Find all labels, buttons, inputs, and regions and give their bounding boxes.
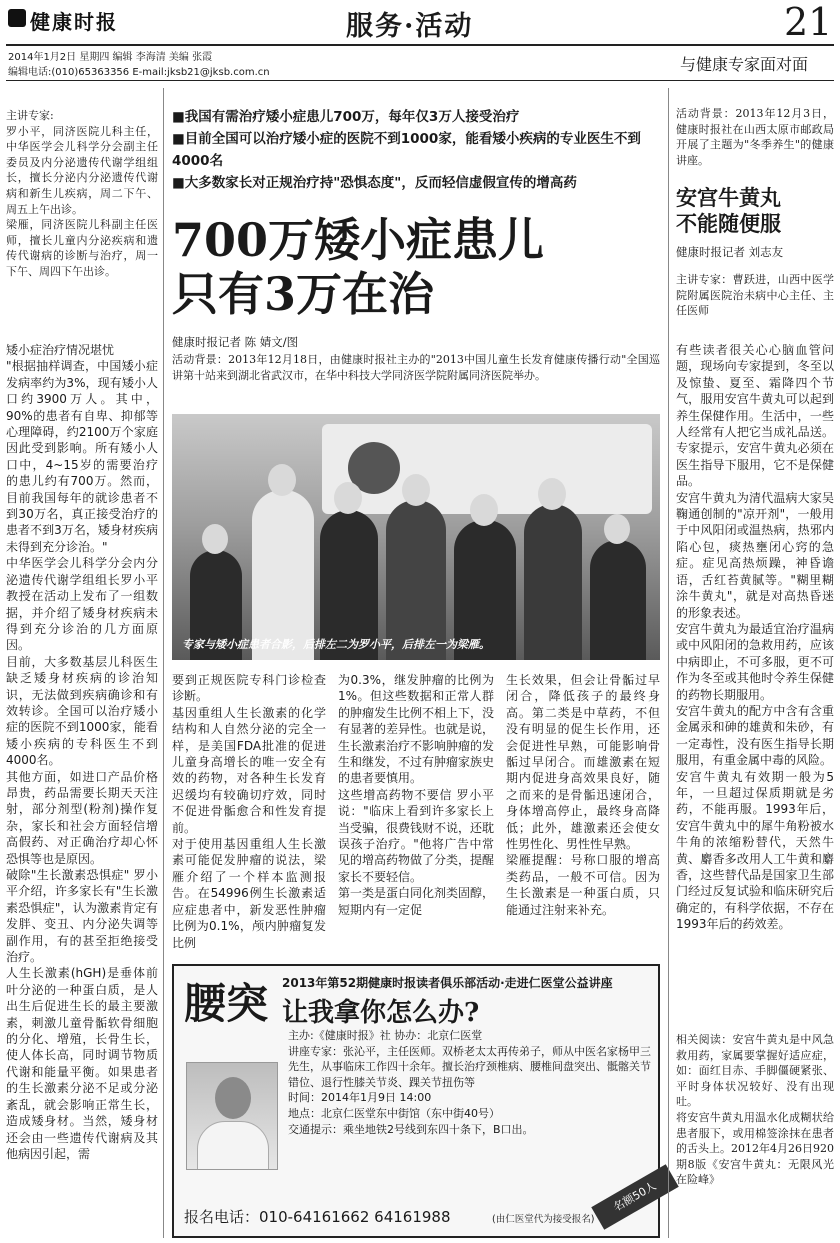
right-headline-line2: 不能随便服 xyxy=(676,211,781,236)
key-points: ■我国有需治疗矮小症患儿700万，每年仅3万人接受治疗 ■目前全国可以治疗矮小症的医院不到1000家，能看矮小疾病的专业医生不到4000名 ■大多数家长对正规治疗持"恐惧态度"，反而轻信虚假宣传的增高药 xyxy=(172,109,641,191)
quota-text: 名额50人 xyxy=(611,1179,659,1214)
person-head xyxy=(402,474,430,506)
expert-intro: 主讲专家: 罗小平，同济医院儿科主任，中华医学会儿科学分会副主任委员及内分泌遗传代谢学组组长，擅长分泌内分泌遗传代谢病和新生儿疾病，周二下午、周五上午出诊。 梁雁，同济医院儿科副主任医师，擅长儿童内分泌疾病和遗传代谢病的诊断与治疗，周一下午、周四下午出诊。 xyxy=(6,109,158,278)
right-expert: 主讲专家：曹跃进，山西中医学院附属医院治未病中心主任、主任医师 xyxy=(676,273,834,318)
person-head xyxy=(334,482,362,514)
logo-mark-icon xyxy=(8,9,26,27)
person-silhouette xyxy=(524,504,582,660)
column-title: 与健康专家面对面 xyxy=(680,55,809,74)
main-headline-line1: 700万矮小症患儿 xyxy=(172,213,545,267)
main-body-col-c: 生长效果，但会让骨骺过早闭合，降低孩子的最终身高。第二类是中草药，不但没有明显的促生长作用，还会促进性早熟，可能影响骨骺过早闭合。而雄激素在短期内促进身高效果良好，随之而来的是骨骺迅速闭合，身体增高停止，最终身高降低；此外，雄激素还会使女性男性化、男性性早熟。 梁雁提醒：号称口服的增高类药品，一般不可信。因为生长激素是一种蛋白质，只能通过注射来补充。 xyxy=(506,673,660,917)
person-head xyxy=(604,514,630,544)
main-byline: 健康时报记者 陈 婧文/图 xyxy=(172,335,299,349)
person-head xyxy=(268,464,296,496)
ad-title: 腰突 xyxy=(184,979,269,1028)
editor-contact: 编辑电话:(010)65363356 E-mail:jksb21@jksb.com.cn xyxy=(8,67,270,78)
main-body-col-a: 要到正规医院专科门诊检查诊断。 基因重组人生长激素的化学结构和人自然分泌的完全一样，是美国FDA批准的促进儿童身高增长的唯一安全有效的药物，对各种生长发育迟缓均有较确切疗效，同时不促进骨骺愈合和性发育提前。 对于使用基因重组人生长激素可能促发肿瘤的说法，梁雁介绍了一个样本监测报告。在54996例生长激素适应症患者中，新发恶性肿瘤比例为0.1%，颅内肿瘤复发比例 xyxy=(172,673,326,950)
left-article-body: 矮小症治疗情况堪忧 "根据抽样调查，中国矮小症发病率约为3%，现有矮小人口约3900万人。其中，90%的患者有自卑、抑郁等心理障碍，约2100万个家庭因此受到影响。所有矮小人口中，4~15岁的需要治疗的患儿约有700万。然而，目前我国每年的就诊患者不到30万名，真正接受治疗的患者不到3万名，矮身材疾病未得到充分诊治。" 中华医学会儿科学分会内分泌遗传代谢学组组长罗小平教授在活动上发布了一组数据，并介绍了矮身材疾病未得到充分诊治的几方面原因。 目前，大多数基层儿科医生缺乏矮身材疾病的诊治知识，无法做到疾病确诊和有效转诊。全国可以治疗矮小症的医院不到1000家，能看矮小疾病的专科医生不到4000名。 其他方面，如进口产品价格昂贵，药品需要长期天天注射，部分剂型(粉剂)操作复杂，家长和社会方面轻信增高假药、对正确治疗却心怀恐惧等也是原因。 破除"生长激素恐惧症" 罗小平介绍，许多家长有"生长激素恐惧症"，认为激素肯定有发胖、变丑、内分泌失调等副作用，有的甚至拒绝接受治疗。 人生长激素(hGH)是垂体前叶分泌的一种蛋白质，是人出生后促进生长的最主要激素，刺激儿童骨骺软骨细胞的分化、增殖，长骨生长，使人体长高，同时调节物质代谢和能量平衡。如果患者的生长激素分泌不足或分泌紊乱，就会影响正常生长，造成矮身材。当然，矮身材还会由一些遗传代谢病及其他病因引起，需 xyxy=(6,343,158,1161)
person-head xyxy=(538,478,566,510)
masthead-rule xyxy=(6,44,834,46)
column-divider xyxy=(163,88,164,1238)
dateline: 2014年1月2日 星期四 编辑 李海清 美编 张霞 xyxy=(8,52,213,63)
main-body-col-b: 为0.3%，继发肿瘤的比例为1%。但这些数据和正常人群的肿瘤发生比例不相上下，没有显著的差异性。也就是说，生长激素治疗不影响肿瘤的发生和继发，不过有肿瘤家族史的患者要慎用。 这些增高药物不要信 罗小平说："临床上看到许多家长上当受骗，很费钱财不说，还耽误孩子治疗。"他将广告中常见的增高药物做了分类，提醒家长不要轻信。 第一类是蛋白同化剂类固醇，短期内有一定促 xyxy=(338,673,494,917)
section-title: 服务·活动 xyxy=(346,11,474,42)
related-reading: 相关阅读：安宫牛黄丸是中风急救用药，家属要掌握好适应症，如：面红目赤、手脚僵硬紧张、平时身体状况较好、没有出现吐。 将安宫牛黄丸用温水化成糊状给患者服下，或用棉签涂抹在患者的舌头上。2012年4月26日920期8版《安宫牛黄丸：无限风光在险峰》 xyxy=(676,1033,834,1187)
right-byline: 健康时报记者 刘志友 xyxy=(676,245,784,259)
photo-caption: 专家与矮小症患者合影，后排左二为罗小平，后排左一为梁雁。 xyxy=(182,638,490,651)
person-silhouette xyxy=(590,540,646,660)
ad-details: 主办:《健康时报》社 协办：北京仁医堂 讲座专家：张沁平，主任医师。双桥老太太再传弟子，师从中医名家杨甲三先生，从事临床工作四十余年。擅长治疗颈椎病、腰椎间盘突出、骶髂关节错位、退行性膝关节炎、踝关节扭伤等 时间：2014年1月9日 14:00 地点：北京仁医堂东中街馆（东中街40号） 交通提示：乘坐地铁2号线到东四十条下，B口出。 xyxy=(288,1029,651,1136)
newspaper-logo: 健康时报 xyxy=(30,10,118,34)
masthead-bottom-rule xyxy=(6,80,834,81)
main-lead: 活动背景：2013年12月18日，由健康时报社主办的"2013中国儿童生长发育健康传播行动"全国巡讲第十站来到湖北省武汉市，在华中科技大学同济医学院附属同济医院举办。 xyxy=(172,353,660,382)
portrait-body xyxy=(197,1121,269,1170)
page-number: 21 xyxy=(784,0,833,44)
right-background: 活动背景：2013年12月3日，健康时报社在山西太原市邮政局开展了主题为"冬季养生"的健康讲座。 xyxy=(676,107,834,167)
person-head xyxy=(202,524,228,554)
person-silhouette xyxy=(252,490,314,660)
right-headline-line1: 安宫牛黄丸 xyxy=(676,185,781,210)
person-head xyxy=(470,494,498,526)
group-photo xyxy=(172,414,660,660)
ad-slogan: 让我拿你怎么办? xyxy=(282,998,480,1028)
ad-phone: 报名电话：010-64161662 64161988 xyxy=(184,1208,451,1226)
main-headline-line2: 只有3万在治 xyxy=(172,267,435,321)
right-article-body: 有些读者很关心心脑血管问题，现场向专家提到，冬至以及惊蛰、夏至、霜降四个节气，服用安宫牛黄丸可以起到养生保健作用。生活中，一些人经常有人把它当成礼品送。专家提示，安宫牛黄丸必须在医生指导下服用，它不是保健品。 安宫牛黄丸为清代温病大家吴鞠通创制的"凉开剂"，一般用于中风阳闭或温热病，热邪内陷心包，痰热壅闭心窍的急症。症见高热烦躁，神昏谵语，舌红苔黄腻等。"糊里糊涂牛黄丸"，就是对高热昏迷的形象表述。 安宫牛黄丸为最适宜治疗温病或中风阳闭的急救用药，应该中病即止，不可多服，更不可作为冬至或其他时令养生保健的药物长期服用。 安宫牛黄丸的配方中含有含重金属汞和砷的雄黄和朱砂，有一定毒性，没有医生指导长期服用，有重金属中毒的风险。 安宫牛黄丸有效期一般为5年，一旦超过保质期就是劣药，不能再服。1993年后，安宫牛黄丸中的犀牛角粉被水牛角的浓缩粉替代，天然牛黄、麝香多改用人工牛黄和麝香，这些替代品是国家卫生部门经过反复试验和临床研究后确定的，有科学依据，不存在1993年后的药效差。 xyxy=(676,343,834,932)
masthead xyxy=(0,0,840,82)
portrait-head xyxy=(215,1077,251,1119)
ad-phone-note: (由仁医堂代为接受报名) xyxy=(492,1214,595,1225)
doctor-portrait xyxy=(186,1062,278,1170)
ad-subtitle: 2013年第52期健康时报读者俱乐部活动·走进仁医堂公益讲座 xyxy=(282,976,613,990)
lecture-ad xyxy=(172,964,660,1238)
right-column-divider xyxy=(668,88,669,1238)
